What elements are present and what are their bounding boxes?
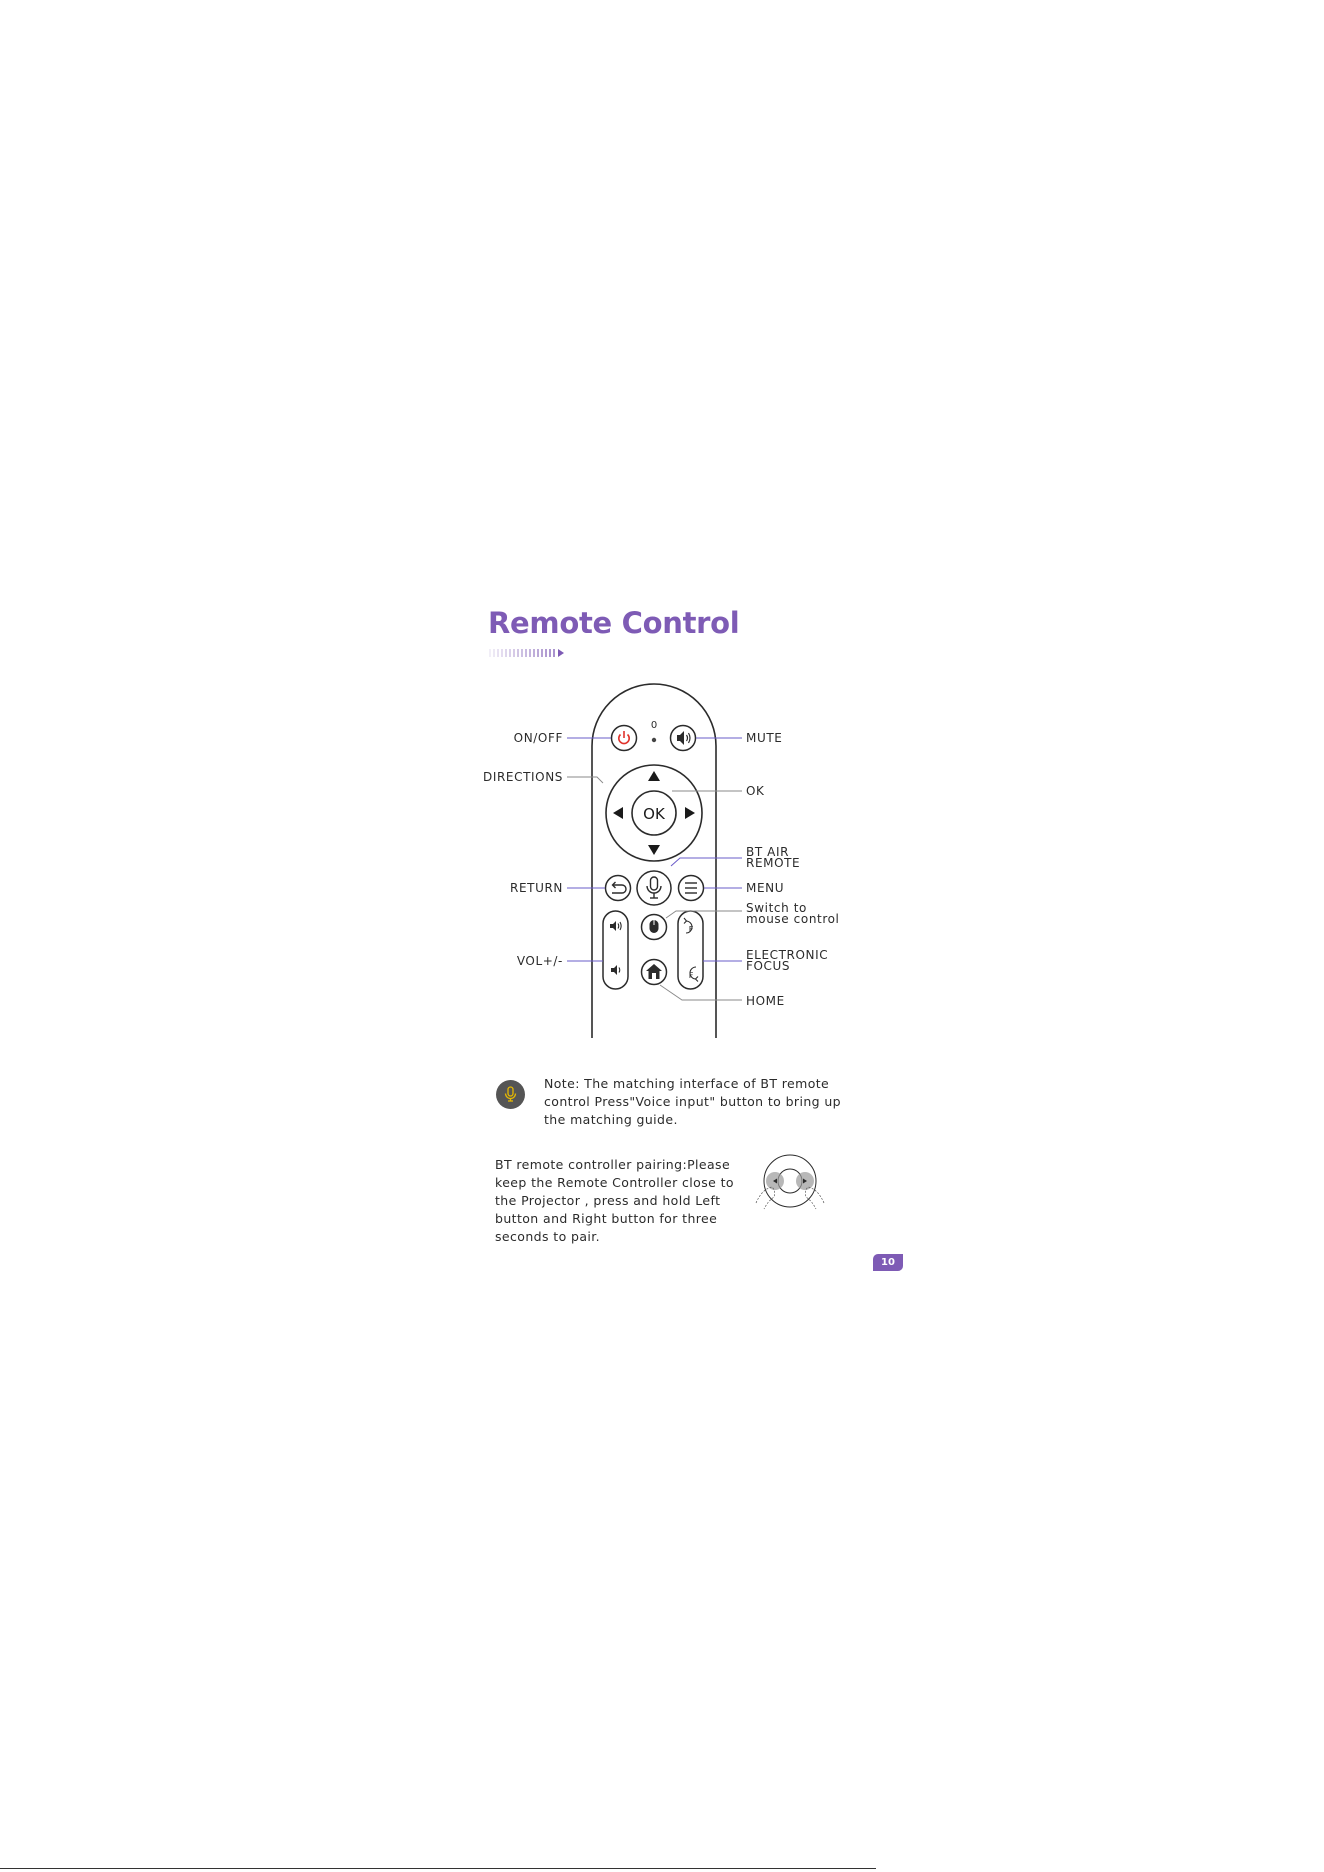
leader-directions: [567, 777, 603, 783]
voice-button[interactable]: [637, 871, 671, 905]
label-mute: MUTE: [746, 731, 783, 745]
pairing-instructions: BT remote controller pairing:Please keep the Remote Controller close to the Projector , press and hold Left button and Right button for three seconds to pair.: [495, 1157, 734, 1244]
power-button[interactable]: [612, 726, 637, 751]
label-vol: VOL+/-: [516, 954, 563, 968]
label-on-off: ON/OFF: [513, 731, 563, 745]
note-microphone-icon: [496, 1080, 525, 1109]
return-button[interactable]: [606, 876, 631, 901]
bottom-divider: [0, 1868, 876, 1869]
mouse-icon: [650, 920, 659, 933]
ok-button-label: OK: [643, 805, 665, 823]
label-menu: MENU: [746, 881, 785, 895]
leader-mouse: [666, 911, 742, 918]
menu-button[interactable]: [679, 876, 704, 901]
label-bt-air-line2: REMOTE: [746, 856, 801, 870]
page-title: Remote Control: [488, 606, 740, 640]
label-bt-air-line1: BT AIR: [746, 845, 790, 859]
leader-bt-air: [671, 858, 742, 866]
indicator-marker: 0: [650, 720, 658, 731]
label-return: RETURN: [510, 881, 563, 895]
label-mouse-line1: Switch to: [746, 901, 807, 915]
svg-text:F: F: [688, 971, 694, 980]
indicator-light: [652, 738, 656, 742]
label-mouse-line2: mouse control: [746, 912, 840, 926]
leader-home: [660, 985, 742, 1000]
mouse-button[interactable]: [642, 915, 667, 940]
label-home: HOME: [746, 994, 785, 1008]
svg-text:F: F: [688, 925, 694, 934]
pairing-hands-illustration: [748, 1153, 832, 1211]
note-text: Note: The matching interface of BT remote control Press"Voice input" button to bring up the matching guide.: [544, 1076, 842, 1127]
page-number-badge: 10: [873, 1254, 903, 1271]
label-ok: OK: [746, 784, 765, 798]
home-button[interactable]: [642, 960, 667, 985]
label-focus-line2: FOCUS: [746, 959, 791, 973]
label-focus-line1: ELECTRONIC: [746, 948, 829, 962]
mute-button[interactable]: [671, 726, 696, 751]
label-directions: DIRECTIONS: [483, 770, 563, 784]
